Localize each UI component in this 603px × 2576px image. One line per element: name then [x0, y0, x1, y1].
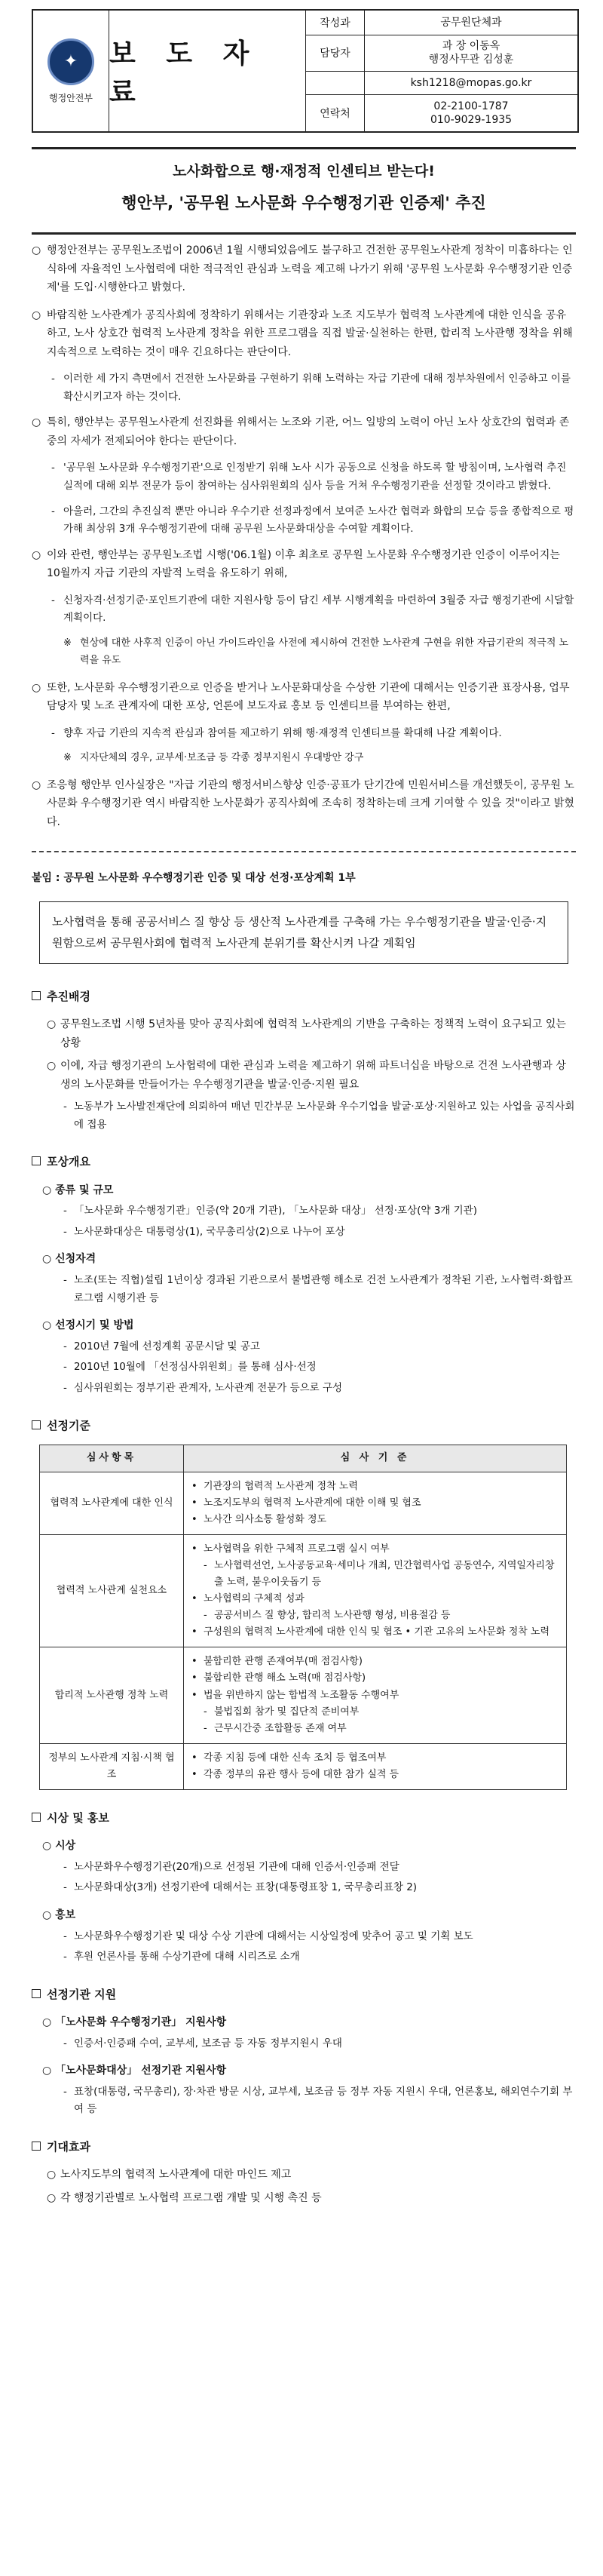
paragraph [32, 679, 576, 716]
criteria-marker: • [191, 1543, 197, 1555]
paragraph [32, 546, 576, 583]
criteria-marker: • [191, 1672, 197, 1684]
paragraph-text: 아울러, 그간의 추진실적 뿐만 아니라 우수기관 선정과정에서 보여준 노사간 협력과 화합의 모습 등을 종합적으로 평가해 최상위 3개 우수행정기관에 대해 공무원 노사문화대상을 수여할 계획이다. [63, 505, 574, 536]
section-title: 포상개요 [47, 1155, 90, 1169]
item-marker: - [63, 1361, 67, 1374]
paragraph-marker: - [51, 594, 55, 606]
paragraph-text: 현상에 대한 사후적 인증이 아닌 가이드라인을 사전에 제시하여 건전한 노사관계 구현을 위한 자급기관의 적극적 노력을 유도 [80, 637, 569, 666]
item-marker: - [63, 1340, 67, 1352]
contact-line: 과 장 이동옥 [442, 40, 500, 53]
paragraph [32, 306, 576, 362]
criteria-marker: • [191, 1513, 197, 1525]
bullet-item [47, 1015, 576, 1052]
item-text: 인증서·인증패 수여, 교부세, 보조금 등 자동 정부지원시 우대 [74, 2037, 342, 2049]
item-text: 노조(또는 직협)설립 1년이상 경과된 기관으로서 불법관행 해소로 건전 노사관계가 정착된 기관, 노사협력·화합프로그램 시행기관 등 [74, 1273, 573, 1304]
criteria-marker: - [204, 1722, 207, 1734]
item-marker: - [63, 1225, 67, 1238]
paragraph-marker: ○ [32, 548, 41, 561]
contact-value [365, 72, 577, 95]
criteria-area: 협력적 노사관계 실천요소 [40, 1534, 184, 1647]
item-marker: - [63, 2037, 67, 2049]
square-bullet-icon [32, 1813, 41, 1822]
sub-paragraph [51, 459, 576, 495]
criteria-marker: • [191, 1497, 197, 1509]
paragraph-marker: ○ [32, 778, 41, 791]
paragraph-text: 향후 자급 기관의 지속적 관심과 참여를 제고하기 위해 행·재정적 인센티브를 확대해 나갈 계획이다. [63, 726, 502, 739]
item-text: 2010년 10월에 「선정심사위원회」를 통해 심사·선정 [74, 1361, 317, 1374]
item-text: 표창(대통령, 국무총리), 장·차관 방문 시상, 교부세, 보조금 등 정부 자동 지원시 우대, 언론홍보, 해외연수기회 부여 등 [74, 2085, 573, 2116]
contact-value [365, 95, 577, 131]
item-marker: ○ [47, 2191, 57, 2204]
bullet-item [47, 1057, 576, 1094]
criteria-text: 노사간 의사소통 활성화 정도 [204, 1513, 327, 1525]
item-text: 각 행정기관별로 노사협력 프로그램 개발 및 시행 촉진 등 [60, 2191, 322, 2204]
paragraph-text: 이러한 세 가지 측면에서 건전한 노사문화를 구현하기 위해 노력하는 자급 기관에 대해 정부차원에서 인증하고 이를 확산시키고자 하는 것이다. [63, 373, 571, 403]
criteria-text: 각종 정부의 유관 행사 등에 대한 참가 실적 등 [204, 1768, 399, 1780]
criteria-area: 협력적 노사관계에 대한 인식 [40, 1472, 184, 1534]
subsection-heading: ○ 선정시기 및 방법 [42, 1319, 134, 1332]
criteria-line [204, 1721, 559, 1737]
section-heading [32, 1416, 576, 1435]
item-marker: ○ [47, 2169, 57, 2181]
paragraph-text: 이와 관련, 행안부는 공무원노조법 시행('06.1월) 이후 최초로 공무원 노사문화 우수행정기관 인증이 이루어지는 10월까지 자급 기관의 자발적 노력을 유도하기 위해, [47, 548, 560, 580]
paragraph-text: 또한, 노사문화 우수행정기관으로 인증을 받거나 노사문화대상을 수상한 기관에 대해서는 인증기관 표장사용, 업무담당자 및 노조 관계자에 대한 포상, 언론에 보도자료 홍보 등 인센티브를 부여하는 한편, [47, 681, 570, 712]
subsection-heading: ○ 시상 [42, 1840, 76, 1853]
contact-line: ksh1218@mopas.go.kr [410, 77, 532, 90]
item-text: 노동부가 노사발전재단에 의뢰하여 매년 민간부문 노사문화 우수기업을 발굴·포상·지원하고 있는 사업을 공직사회에 접용 [74, 1101, 575, 1131]
dash-item [63, 1380, 576, 1398]
paragraph-marker: - [51, 726, 55, 739]
item-text: 이에, 자급 행정기관의 노사협력에 대한 관심과 노력을 제고하기 위해 파트너십을 바탕으로 건전 노사관행과 상생의 노사문화를 만들어가는 우수행정기관을 발굴·인증·지원 필요 [60, 1060, 566, 1091]
criteria-row [40, 1647, 567, 1743]
item-marker: - [63, 1951, 67, 1963]
paragraph-marker: ○ [32, 309, 41, 321]
section-heading [32, 1808, 576, 1828]
square-bullet-icon [32, 2142, 41, 2151]
item-text: 2010년 7월에 선정계획 공문시달 및 공고 [74, 1340, 260, 1352]
criteria-standards [184, 1472, 567, 1534]
paragraph-text: 행정안전부는 공무원노조법이 2006년 1월 시행되었음에도 불구하고 건전한 공무원노사관계 정착이 미흡하다는 인식하에 자율적인 노사협력에 대한 적극적인 관심과 노력을 제고해 나가기 위해 '공무원 노사문화 우수행정기관 인증제'를 도입·시행한다고 밝혔다. [47, 244, 573, 293]
dash-item [63, 1859, 576, 1877]
criteria-standards [184, 1534, 567, 1647]
appendix-sections-2 [32, 1808, 576, 2207]
criteria-line [191, 1624, 559, 1641]
criteria-text: 노사협력의 구체적 성과 [204, 1593, 305, 1605]
headline-banner [32, 147, 576, 235]
criteria-marker: • [191, 1480, 197, 1492]
criteria-header-area: 심사항목 [40, 1445, 184, 1472]
square-bullet-icon [32, 991, 41, 1000]
section-heading [32, 2137, 576, 2157]
criteria-line [191, 1653, 559, 1670]
criteria-area: 합리적 노사관행 정착 노력 [40, 1647, 184, 1743]
item-marker: - [63, 1930, 67, 1942]
item-text: 「노사문화 우수행정기관」인증(약 20개 기관), 「노사문화 대상」 선정·포상(약 3개 기관) [74, 1205, 477, 1217]
criteria-area: 정부의 노사관계 지침·시책 협조 [40, 1743, 184, 1789]
appendix-summary-box: 노사협력을 통해 공공서비스 질 향상 등 생산적 노사관계를 구축해 가는 우수행정기관을 발굴·인증·지원함으로써 공무원사회에 협력적 노사관계 분위기를 확산시켜 나갈 계획임 [39, 901, 568, 964]
subsection-heading: ○ 신청자격 [42, 1253, 96, 1266]
bullet-item [47, 2166, 576, 2185]
criteria-standards [184, 1647, 567, 1743]
criteria-text: 근무시간중 조합활동 존재 여부 [214, 1722, 347, 1734]
paragraph-text: 조응형 행안부 인사실장은 "자급 기관의 행정서비스향상 인증·공표가 단기간에 민원서비스를 개선했듯이, 공무원 노사문화 우수행정기관 역시 바람직한 노사문화가 공직사회에 조속히 정착하는데 크게 기여할 수 있을 것"이라고 밝혔다. [47, 778, 574, 828]
square-bullet-icon [32, 1989, 41, 1998]
paragraph-text: '공무원 노사문화 우수행정기관'으로 인정받기 위해 노사 시가 공동으로 신청을 하도록 할 방침이며, 노사협력 추진실적에 대해 외부 전문가 등이 참여하는 심사위원회의 심사 등을 거쳐 우수행정기관을 선정할 것이라고 밝혔다. [63, 462, 567, 492]
headline-subtitle: 노사화합으로 행·재정적 인센티브 받는다! [173, 163, 435, 180]
square-bullet-icon [32, 1420, 41, 1429]
paragraph [32, 413, 576, 450]
section-title: 선정기관 지원 [47, 1987, 117, 2001]
item-text: 공무원노조법 시행 5년차를 맞아 공직사회에 협력적 노사관계의 기반을 구축하는 정책적 노력이 요구되고 있는 상황 [60, 1018, 566, 1049]
sub-paragraph [51, 370, 576, 406]
criteria-marker: • [191, 1656, 197, 1668]
criteria-row [40, 1472, 567, 1534]
contact-line: 행정사무관 김성훈 [428, 54, 514, 66]
criteria-marker: - [204, 1559, 207, 1571]
criteria-row [40, 1534, 567, 1647]
document-title: 보 도 자 료 [109, 11, 306, 131]
paragraph-text: 특히, 행안부는 공무원노사관계 선진화를 위해서는 노조와 기관, 어느 일방의 노력이 아닌 노사 상호간의 협력과 존중의 자세가 전제되어야 한다는 판단이다. [47, 416, 570, 447]
dash-item [63, 2035, 576, 2053]
criteria-marker: • [191, 1593, 197, 1605]
paragraph [32, 776, 576, 832]
paragraph-marker: ※ [63, 752, 72, 764]
criteria-text: 노사협력선언, 노사공동교육·세미나 개최, 민간협력사업 공동연수, 지역일자리창출 노력, 불우이웃돕기 등 [214, 1559, 555, 1588]
criteria-line [191, 1687, 559, 1704]
dash-item [63, 1948, 576, 1967]
contact-line: 02-2100-1787 [433, 100, 509, 112]
criteria-text: 불합리한 관행 존재여부(매 점검사항) [204, 1656, 363, 1668]
subsection-heading: ○ 「노사문화 우수행정기관」 지원사항 [42, 2016, 227, 2028]
section-title: 선정기준 [47, 1418, 90, 1432]
sub-paragraph [51, 592, 576, 628]
item-marker: - [63, 1205, 67, 1217]
ministry-name: 행정안전부 [49, 92, 93, 103]
criteria-text: 노사협력을 위한 구체적 프로그램 실시 여부 [204, 1543, 390, 1555]
item-marker: - [63, 1381, 67, 1394]
item-marker: - [63, 1881, 67, 1894]
sub-paragraph [51, 503, 576, 539]
subsection-heading: ○ 「노사문화대상」 선정기관 지원사항 [42, 2065, 227, 2077]
contact-info-table [306, 11, 577, 131]
paragraph-marker: - [51, 462, 55, 474]
criteria-marker: - [204, 1706, 207, 1718]
note-item [63, 750, 576, 767]
criteria-header-row [40, 1445, 567, 1472]
press-body [32, 241, 576, 2212]
item-marker: - [63, 2085, 67, 2098]
criteria-line [204, 1607, 559, 1624]
contact-value [365, 11, 577, 35]
paragraph-text: 신청자격·선정기준·포인트기관에 대한 지원사항 등이 담긴 세부 시행계획을 마련하여 3월중 자급 행정기관에 시달할 계획이다. [63, 594, 574, 625]
sub-paragraph [51, 725, 576, 743]
criteria-line [191, 1750, 559, 1767]
paragraph-marker: - [51, 505, 55, 517]
contact-key: 연락처 [306, 95, 365, 131]
section-heading [32, 987, 576, 1006]
criteria-text: 법을 위반하지 않는 합법적 노조활동 수행여부 [204, 1689, 399, 1701]
contact-key [306, 72, 365, 95]
paragraph-marker: ○ [32, 681, 41, 694]
contact-line: 010-9029-1935 [430, 114, 513, 127]
body-paragraphs [32, 241, 576, 831]
item-marker: ○ [47, 1018, 57, 1031]
dash-item [63, 1202, 576, 1220]
item-text: 후원 언론사를 통해 수상기관에 대해 시리즈로 소개 [74, 1951, 300, 1963]
criteria-text: 공공서비스 질 향상, 합리적 노사관행 형성, 비용절감 등 [214, 1610, 451, 1622]
dash-item [63, 1338, 576, 1356]
press-release-header [32, 9, 579, 133]
paragraph-marker: ※ [63, 637, 72, 649]
item-text: 노사문화대상(3개) 선정기관에 대해서는 표창(대통령표창 1, 국무총리표창 2) [74, 1881, 418, 1894]
paragraph-marker: - [51, 373, 55, 385]
criteria-text: 불합리한 관행 해소 노력(매 점검사항) [204, 1672, 366, 1684]
criteria-line [204, 1704, 559, 1721]
note-item [63, 635, 576, 670]
criteria-line [191, 1495, 559, 1512]
paragraph-text: 바람직한 노사관계가 공직사회에 정착하기 위해서는 기관장과 노조 지도부가 협력적 노사관계에 대한 인식을 공유하고, 노사 상호간 협력적 노사관계 정착을 위한 프로그램을 직접 발굴·실천하는 한편, 합리적 노사관행 정착을 위해 지속적으로 노력하는 것이 매우 긴요하다는 판단이다. [47, 309, 573, 358]
selection-criteria-table [39, 1445, 567, 1790]
dash-item [63, 1879, 576, 1897]
contact-key: 작성과 [306, 11, 365, 35]
appendix-sections-1 [32, 987, 576, 1435]
dash-item [63, 1928, 576, 1946]
subsection-heading: ○ 홍보 [42, 1909, 76, 1921]
paragraph-marker: ○ [32, 244, 41, 256]
criteria-line [191, 1767, 559, 1783]
criteria-line [191, 1591, 559, 1607]
item-text: 노사지도부의 협력적 노사관계에 대한 마인드 제고 [60, 2169, 292, 2181]
dash-item [63, 2083, 576, 2119]
section-title: 추진배경 [47, 989, 90, 1003]
ministry-seal-icon: ✦ [47, 38, 94, 85]
criteria-line [191, 1512, 559, 1528]
criteria-marker: • [191, 1626, 197, 1638]
dash-item [63, 1272, 576, 1307]
contact-key: 담당자 [306, 35, 365, 72]
dash-item [63, 1224, 576, 1242]
dash-item [63, 1098, 576, 1134]
criteria-text: 구성원의 협력적 노사관계에 대한 인식 및 협조 • 기관 고유의 노사문화 정착 노력 [204, 1626, 550, 1638]
contact-line: 공무원단체과 [440, 16, 502, 29]
criteria-marker: • [191, 1768, 197, 1780]
paragraph [32, 241, 576, 297]
ministry-logo [33, 11, 109, 131]
square-bullet-icon [32, 1156, 41, 1165]
item-marker: ○ [47, 1060, 57, 1073]
criteria-marker: • [191, 1689, 197, 1701]
section-divider [32, 851, 576, 852]
criteria-line [191, 1541, 559, 1558]
criteria-standards [184, 1743, 567, 1789]
paragraph-marker: ○ [32, 416, 41, 429]
item-text: 노사문화우수행정기관(20개)으로 선정된 기관에 대해 인증서·인증패 전달 [74, 1860, 399, 1873]
subsection-heading: ○ 종류 및 규모 [42, 1184, 114, 1196]
criteria-marker: - [204, 1610, 207, 1622]
item-text: 심사위원회는 정부기관 관계자, 노사관계 전문가 등으로 구성 [74, 1381, 343, 1394]
contact-value [365, 35, 577, 72]
section-title: 시상 및 홍보 [47, 1811, 109, 1825]
bullet-item [47, 2189, 576, 2208]
item-marker: - [63, 1273, 67, 1286]
headline-title: 행안부, '공무원 노사문화 우수행정기관 인증제' 추진 [121, 194, 486, 212]
paragraph-text: 지자단체의 경우, 교부세·보조금 등 각종 정부지원시 우대방안 강구 [80, 752, 364, 764]
criteria-line [204, 1558, 559, 1591]
item-marker: - [63, 1860, 67, 1873]
item-text: 노사문화대상은 대통령상(1), 국무총리상(2)으로 나누어 포상 [74, 1225, 345, 1238]
criteria-header-standard: 심 사 기 준 [184, 1445, 567, 1472]
section-title: 기대효과 [47, 2139, 90, 2154]
criteria-marker: • [191, 1752, 197, 1764]
criteria-text: 기관장의 협력적 노사관계 정착 노력 [204, 1480, 358, 1492]
item-marker: - [63, 1101, 67, 1113]
dash-item [63, 1359, 576, 1377]
criteria-text: 불법집회 참가 및 집단적 준비여부 [214, 1706, 360, 1718]
criteria-row [40, 1743, 567, 1789]
section-heading [32, 1985, 576, 2004]
item-text: 노사문화우수행정기관 및 대상 수상 기관에 대해서는 시상일정에 맞추어 공고 및 기획 보도 [74, 1930, 473, 1942]
criteria-line [191, 1478, 559, 1495]
section-heading [32, 1152, 576, 1171]
criteria-line [191, 1670, 559, 1687]
criteria-text: 각종 지침 등에 대한 신속 조치 등 협조여부 [204, 1752, 387, 1764]
appendix-title: 붙임 : 공무원 노사문화 우수행정기관 인증 및 대상 선정·포상계획 1부 [32, 872, 356, 885]
criteria-text: 노조지도부의 협력적 노사관계에 대한 이해 및 협조 [204, 1497, 421, 1509]
